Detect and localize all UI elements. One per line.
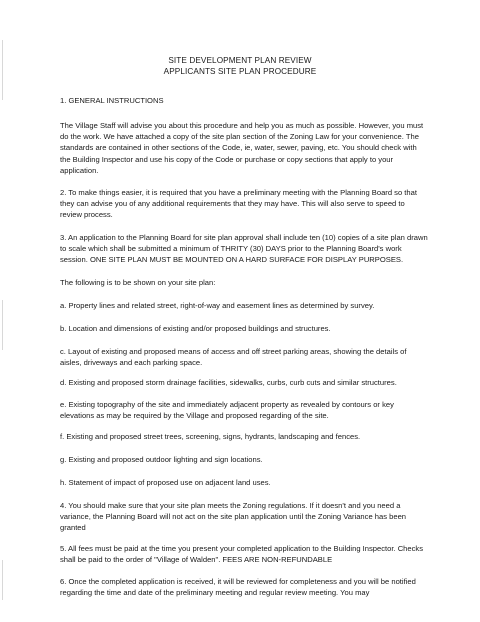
document-title: SITE DEVELOPMENT PLAN REVIEW bbox=[168, 56, 312, 65]
list-item-b: b. Location and dimensions of existing and/or proposed buildings and structures. bbox=[60, 324, 331, 333]
section-heading-general: 1. GENERAL INSTRUCTIONS bbox=[60, 96, 164, 105]
scan-edge-mark bbox=[2, 560, 3, 600]
document-subtitle: APPLICANTS SITE PLAN PROCEDURE bbox=[163, 67, 317, 76]
list-item-e: e. Existing topography of the site and immediately adjacent property as revealed by contours or key elevations as may be required by the Village and proposed regarding of the site. bbox=[60, 400, 394, 421]
paragraph-item-3: 3. An application to the Planning Board for site plan approval shall include ten (10) copies of a site plan drawn to scale which shall be submitted a minimum of THRITY (30) DAYS prior to the Planning Board's work session. ONE SITE PLAN MUST BE MOUNTED ON A HARD SURFACE FOR DISPLAY PURPOSES. bbox=[60, 233, 428, 265]
paragraph-item-6: 6. Once the completed application is received, it will be reviewed for completeness and you will be notified regarding the time and date of the preliminary meeting and regular review meeting. You may bbox=[60, 577, 416, 598]
list-item-c: c. Layout of existing and proposed means of access and off street parking areas, showing the details of aisles, driveways and each parking space. bbox=[60, 347, 407, 368]
paragraph-list-intro: The following is to be shown on your site plan: bbox=[60, 278, 216, 287]
list-item-f: f. Existing and proposed street trees, screening, signs, hydrants, landscaping and fences. bbox=[60, 432, 361, 441]
paragraph-item-2: 2. To make things easier, it is required that you have a preliminary meeting with the Planning Board so that they can advise you of any additional requirements that they may have. This will also serve to speed to review process. bbox=[60, 188, 417, 220]
list-item-g: g. Existing and proposed outdoor lighting and sign locations. bbox=[60, 455, 263, 464]
paragraph-item-5: 5. All fees must be paid at the time you present your completed application to the Building Inspector. Checks shall be paid to the order of "Village of Walden". FEES ARE NON-REFUNDABLE bbox=[60, 544, 424, 565]
paragraph-item-4: 4. You should make sure that your site plan meets the Zoning regulations. If it doesn't and you need a variance, the Planning Board will not act on the site plan application until the Zoning Variance has been granted bbox=[60, 501, 407, 533]
paragraph-general-instructions: The Village Staff will advise you about this procedure and help you as much as possible. However, you must do the work. We have attached a copy of the site plan section of the Zoning Law for your convenience. The standards are contained in other sections of the Code, ie, water, sewer, paving, etc. You should check with the Building Inspector and use his copy of the Code or purchase or copy sections that apply to your application. bbox=[60, 121, 424, 175]
scan-edge-mark bbox=[2, 300, 3, 350]
list-item-a: a. Property lines and related street, right-of-way and easement lines as determined by survey. bbox=[60, 301, 375, 310]
list-item-h: h. Statement of impact of proposed use on adjacent land uses. bbox=[60, 478, 271, 487]
list-item-d: d. Existing and proposed storm drainage facilities, sidewalks, curbs, curb cuts and similar structures. bbox=[60, 378, 397, 387]
document-header bbox=[0, 55, 480, 77]
